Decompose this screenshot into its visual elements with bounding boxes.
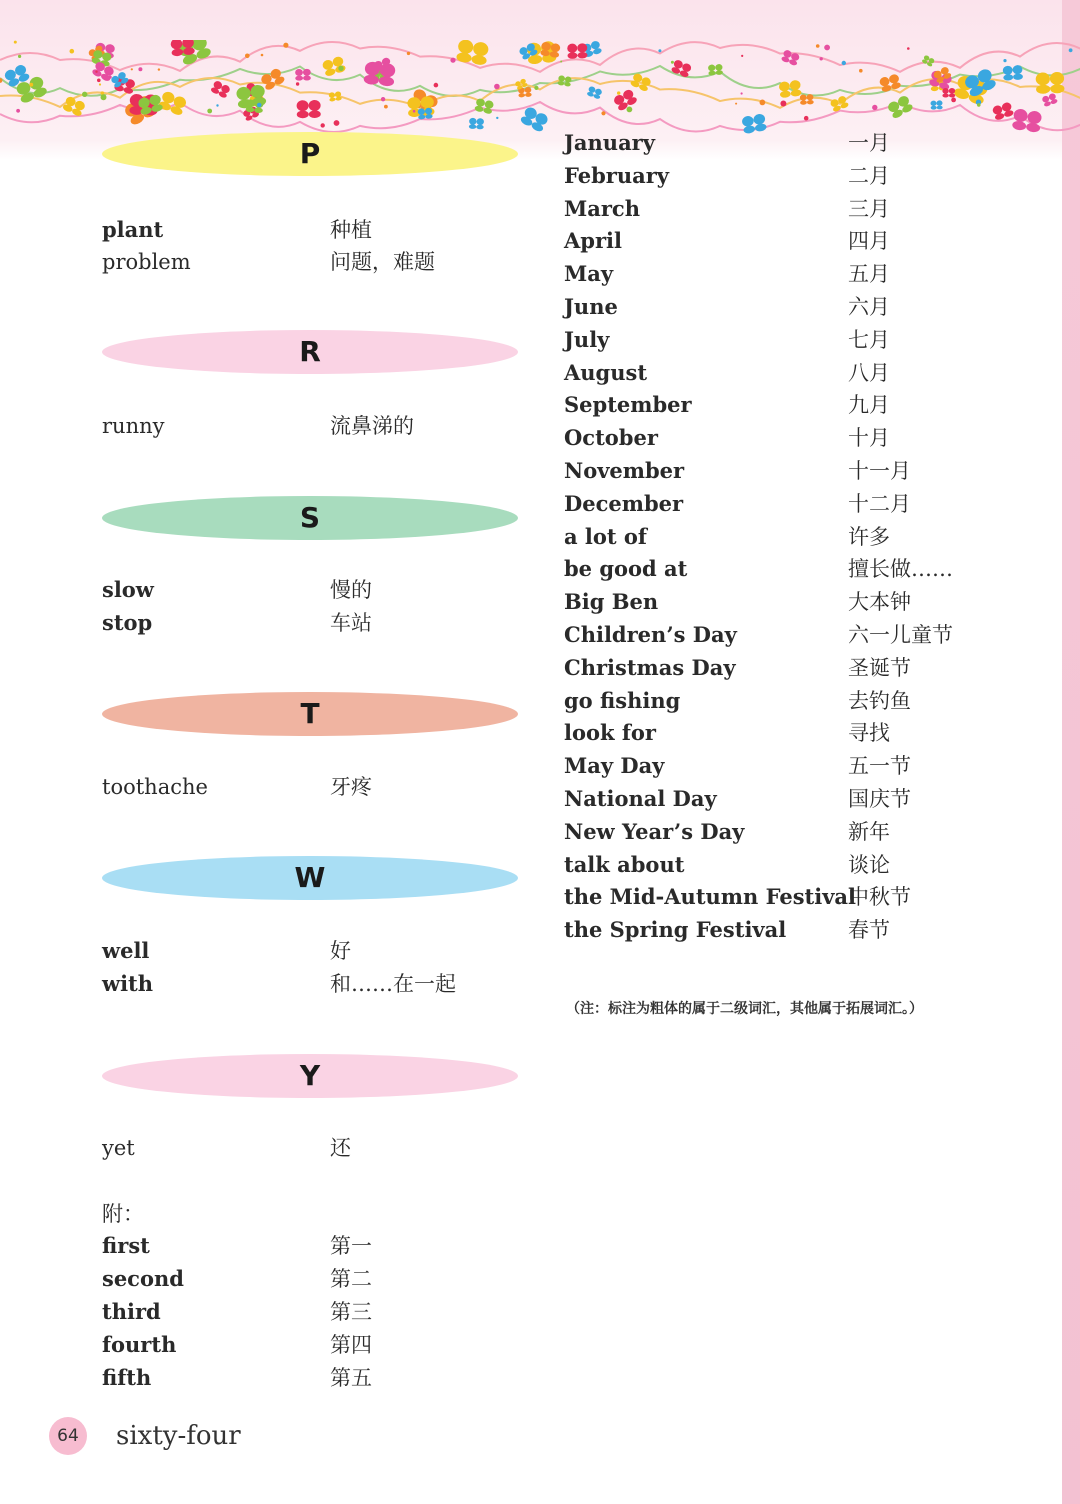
ordinal-meaning: 第三 [330, 1300, 372, 1324]
butterfly-banner [0, 40, 1080, 135]
ordinal-word: fourth [102, 1332, 177, 1357]
confetti-dot [207, 109, 212, 114]
legend-note: （注：标注为粗体的属于二级词汇，其他属于拓展词汇。） [566, 1001, 923, 1017]
vocab-word: July [564, 326, 610, 352]
butterfly-icon [469, 118, 484, 130]
confetti-dot [138, 67, 142, 71]
vocab-meaning: 好 [330, 939, 351, 963]
vocab-meaning: 九月 [848, 393, 890, 418]
vocab-word: go fishing [564, 687, 681, 713]
vocab-meaning: 六一儿童节 [848, 623, 953, 647]
confetti-dot [18, 55, 21, 58]
confetti-dot [627, 107, 633, 113]
vocab-word: May Day [564, 753, 665, 779]
vocab-word: February [564, 162, 670, 188]
confetti-dot [338, 66, 343, 71]
butterfly-icon [1041, 93, 1058, 108]
confetti-dot [617, 91, 620, 94]
vocab-word: look for [564, 720, 656, 746]
confetti-dot [434, 83, 439, 88]
vocab-meaning: 谈论 [848, 852, 890, 877]
butterfly-icon [519, 105, 549, 133]
vocab-meaning: 寻找 [848, 721, 890, 746]
vocab-meaning: 流鼻涕的 [330, 414, 414, 438]
vocab-meaning: 和……在一起 [330, 972, 456, 996]
ordinal-meaning: 第二 [330, 1267, 372, 1291]
vocab-meaning: 国庆节 [848, 787, 911, 811]
confetti-dot [951, 98, 956, 103]
vocab-meaning: 问题，难题 [330, 250, 435, 274]
confetti-dot [977, 103, 981, 107]
page-number-words: sixty-four [116, 1421, 241, 1451]
confetti-dot [381, 97, 385, 101]
vocab-meaning: 一月 [848, 131, 890, 155]
vocab-meaning: 牙疼 [330, 775, 372, 799]
letter-header-r [102, 330, 518, 374]
ordinal-word: third [102, 1299, 161, 1324]
section-letter: R [299, 335, 321, 368]
section-letter: Y [299, 1059, 321, 1092]
confetti-dot [1069, 48, 1073, 52]
confetti-dot [283, 43, 288, 48]
confetti-dot [257, 103, 262, 108]
letter-header-w [102, 856, 518, 900]
vocab-meaning: 二月 [848, 163, 890, 188]
vocab-word: January [564, 130, 655, 155]
vocab-word: plant [102, 217, 164, 242]
confetti-dot [859, 69, 863, 73]
confetti-dot [158, 68, 160, 70]
butterfly-icon [158, 90, 188, 116]
vocab-word: stop [102, 610, 153, 635]
vocab-word: August [564, 359, 648, 385]
vocab-meaning: 春节 [848, 918, 890, 943]
butterfly-icon [1003, 65, 1024, 81]
ordinal-meaning: 第一 [330, 1234, 372, 1258]
vocab-word: October [564, 425, 658, 451]
confetti-dot [16, 109, 20, 113]
butterfly-icon [879, 73, 902, 93]
vocab-meaning: 新年 [848, 819, 890, 844]
vocab-meaning: 种植 [330, 218, 372, 242]
confetti-dot [741, 55, 743, 57]
confetti-dot [872, 105, 877, 110]
confetti-dot [384, 105, 388, 109]
vocab-meaning: 七月 [848, 327, 890, 352]
butterfly-icon [456, 40, 490, 66]
confetti-dot [735, 103, 737, 105]
confetti-dot [407, 52, 410, 55]
vocab-word: June [564, 294, 618, 319]
confetti-dot [671, 61, 674, 64]
confetti-dot [296, 82, 299, 85]
section-letter: P [299, 137, 321, 170]
vocab-word: Big Ben [564, 589, 659, 615]
confetti-dot [1003, 59, 1006, 62]
ordinal-word: second [102, 1266, 184, 1291]
vocab-meaning: 圣诞节 [848, 655, 911, 680]
butterfly-icon [671, 59, 693, 78]
confetti-dot [450, 58, 455, 63]
confetti-dot [82, 92, 87, 97]
confetti-dot [334, 120, 340, 126]
letter-header-s [102, 496, 518, 540]
section-letter: W [294, 861, 326, 894]
butterfly-icon [930, 100, 942, 109]
butterfly-icon [297, 100, 321, 118]
butterfly-icon [886, 94, 914, 119]
vocab-word: April [564, 228, 622, 254]
vocab-word: the Spring Festival [564, 917, 787, 943]
confetti-dot [99, 83, 101, 85]
vocab-word: runny [102, 414, 165, 438]
vocab-meaning: 中秋节 [848, 885, 911, 910]
vocab-meaning: 还 [330, 1136, 351, 1160]
vocab-meaning: 十月 [848, 426, 890, 451]
ordinal-word: first [102, 1233, 150, 1258]
vocab-word: toothache [102, 775, 208, 799]
vocab-meaning: 三月 [848, 196, 890, 221]
vocab-meaning: 八月 [848, 360, 890, 385]
vocab-word: talk about [564, 851, 685, 877]
vocab-meaning: 四月 [848, 229, 890, 254]
confetti-dot [560, 61, 562, 63]
confetti-dot [824, 45, 830, 51]
vocab-word: the Mid-Autumn Festival [564, 884, 857, 910]
butterfly-icon [612, 88, 638, 112]
confetti-dot [14, 41, 17, 44]
butterfly-icon [62, 95, 86, 117]
section-letter: T [300, 697, 320, 730]
confetti-dot [216, 104, 218, 106]
confetti-dot [534, 86, 538, 90]
vocab-word: May [564, 261, 614, 287]
vocab-word: slow [102, 577, 154, 602]
vocab-meaning: 许多 [848, 524, 890, 549]
ordinal-meaning: 第五 [330, 1366, 372, 1390]
butterfly-icon [587, 86, 603, 100]
vocab-word: Christmas Day [564, 654, 736, 680]
vocab-word: well [102, 938, 150, 963]
butterfly-icon [567, 43, 588, 59]
butterfly-icon [741, 113, 767, 134]
confetti-dot [70, 49, 75, 54]
vocab-meaning: 大本钟 [848, 590, 911, 615]
confetti-dot [413, 110, 416, 113]
butterfly-icon [210, 80, 231, 99]
vocab-meaning: 五一节 [848, 754, 911, 779]
ordinal-word: fifth [102, 1365, 152, 1390]
confetti-dot [601, 111, 605, 115]
vocab-word: March [564, 195, 640, 221]
vocab-word: New Year’s Day [564, 818, 745, 844]
vocab-word: with [102, 971, 154, 996]
vocab-meaning: 擅长做…… [848, 557, 953, 582]
confetti-dot [804, 116, 809, 121]
confetti-dot [741, 92, 743, 94]
page-edge-strip [1062, 0, 1080, 1504]
confetti-dot [29, 83, 33, 87]
confetti-dot [95, 71, 97, 73]
confetti-dot [109, 76, 112, 79]
confetti-dot [820, 57, 823, 60]
butterfly-icon [992, 101, 1015, 121]
confetti-dot [780, 101, 786, 107]
butterfly-icon [474, 98, 494, 115]
butterfly-icon [295, 69, 311, 81]
confetti-dot [261, 54, 264, 57]
confetti-dot [907, 47, 910, 50]
confetti-dot [131, 68, 133, 70]
confetti-dot [494, 84, 500, 90]
confetti-dot [245, 54, 250, 59]
butterfly-icon [942, 88, 955, 98]
vocab-word: a lot of [564, 523, 647, 549]
vocab-word: Children’s Day [564, 622, 737, 647]
page-number-badge: 64 [49, 1417, 87, 1455]
letter-header-p [102, 132, 518, 176]
vocab-word: December [564, 490, 684, 516]
vocab-meaning: 车站 [330, 611, 372, 635]
confetti-dot [981, 86, 984, 89]
letter-header-t [102, 692, 518, 736]
vocab-word: yet [102, 1136, 135, 1160]
confetti-dot [101, 94, 107, 100]
vocab-word: problem [102, 250, 191, 274]
vocab-word: be good at [564, 556, 688, 582]
vocab-word: September [564, 392, 692, 418]
vocab-meaning: 慢的 [330, 578, 372, 602]
vocab-meaning: 六月 [848, 295, 890, 319]
confetti-dot [816, 44, 820, 48]
vocab-word: November [564, 458, 685, 483]
confetti-dot [658, 49, 661, 52]
confetti-dot [101, 91, 104, 94]
confetti-dot [760, 100, 766, 106]
section-letter: S [299, 501, 321, 534]
letter-header-y [102, 1054, 518, 1098]
ordinal-meaning: 第四 [330, 1333, 372, 1357]
confetti-dot [321, 123, 325, 127]
confetti-dot [496, 117, 498, 119]
confetti-dot [842, 61, 846, 65]
vocab-meaning: 十一月 [848, 459, 911, 483]
confetti-dot [97, 79, 101, 83]
butterfly-icon [921, 54, 935, 67]
vocab-meaning: 去钓鱼 [848, 688, 911, 713]
vocab-word: National Day [564, 786, 717, 811]
vocab-meaning: 十二月 [848, 491, 911, 516]
butterfly-icon [781, 49, 801, 66]
vocab-meaning: 五月 [848, 262, 890, 287]
appendix-label: 附： [102, 1202, 144, 1226]
